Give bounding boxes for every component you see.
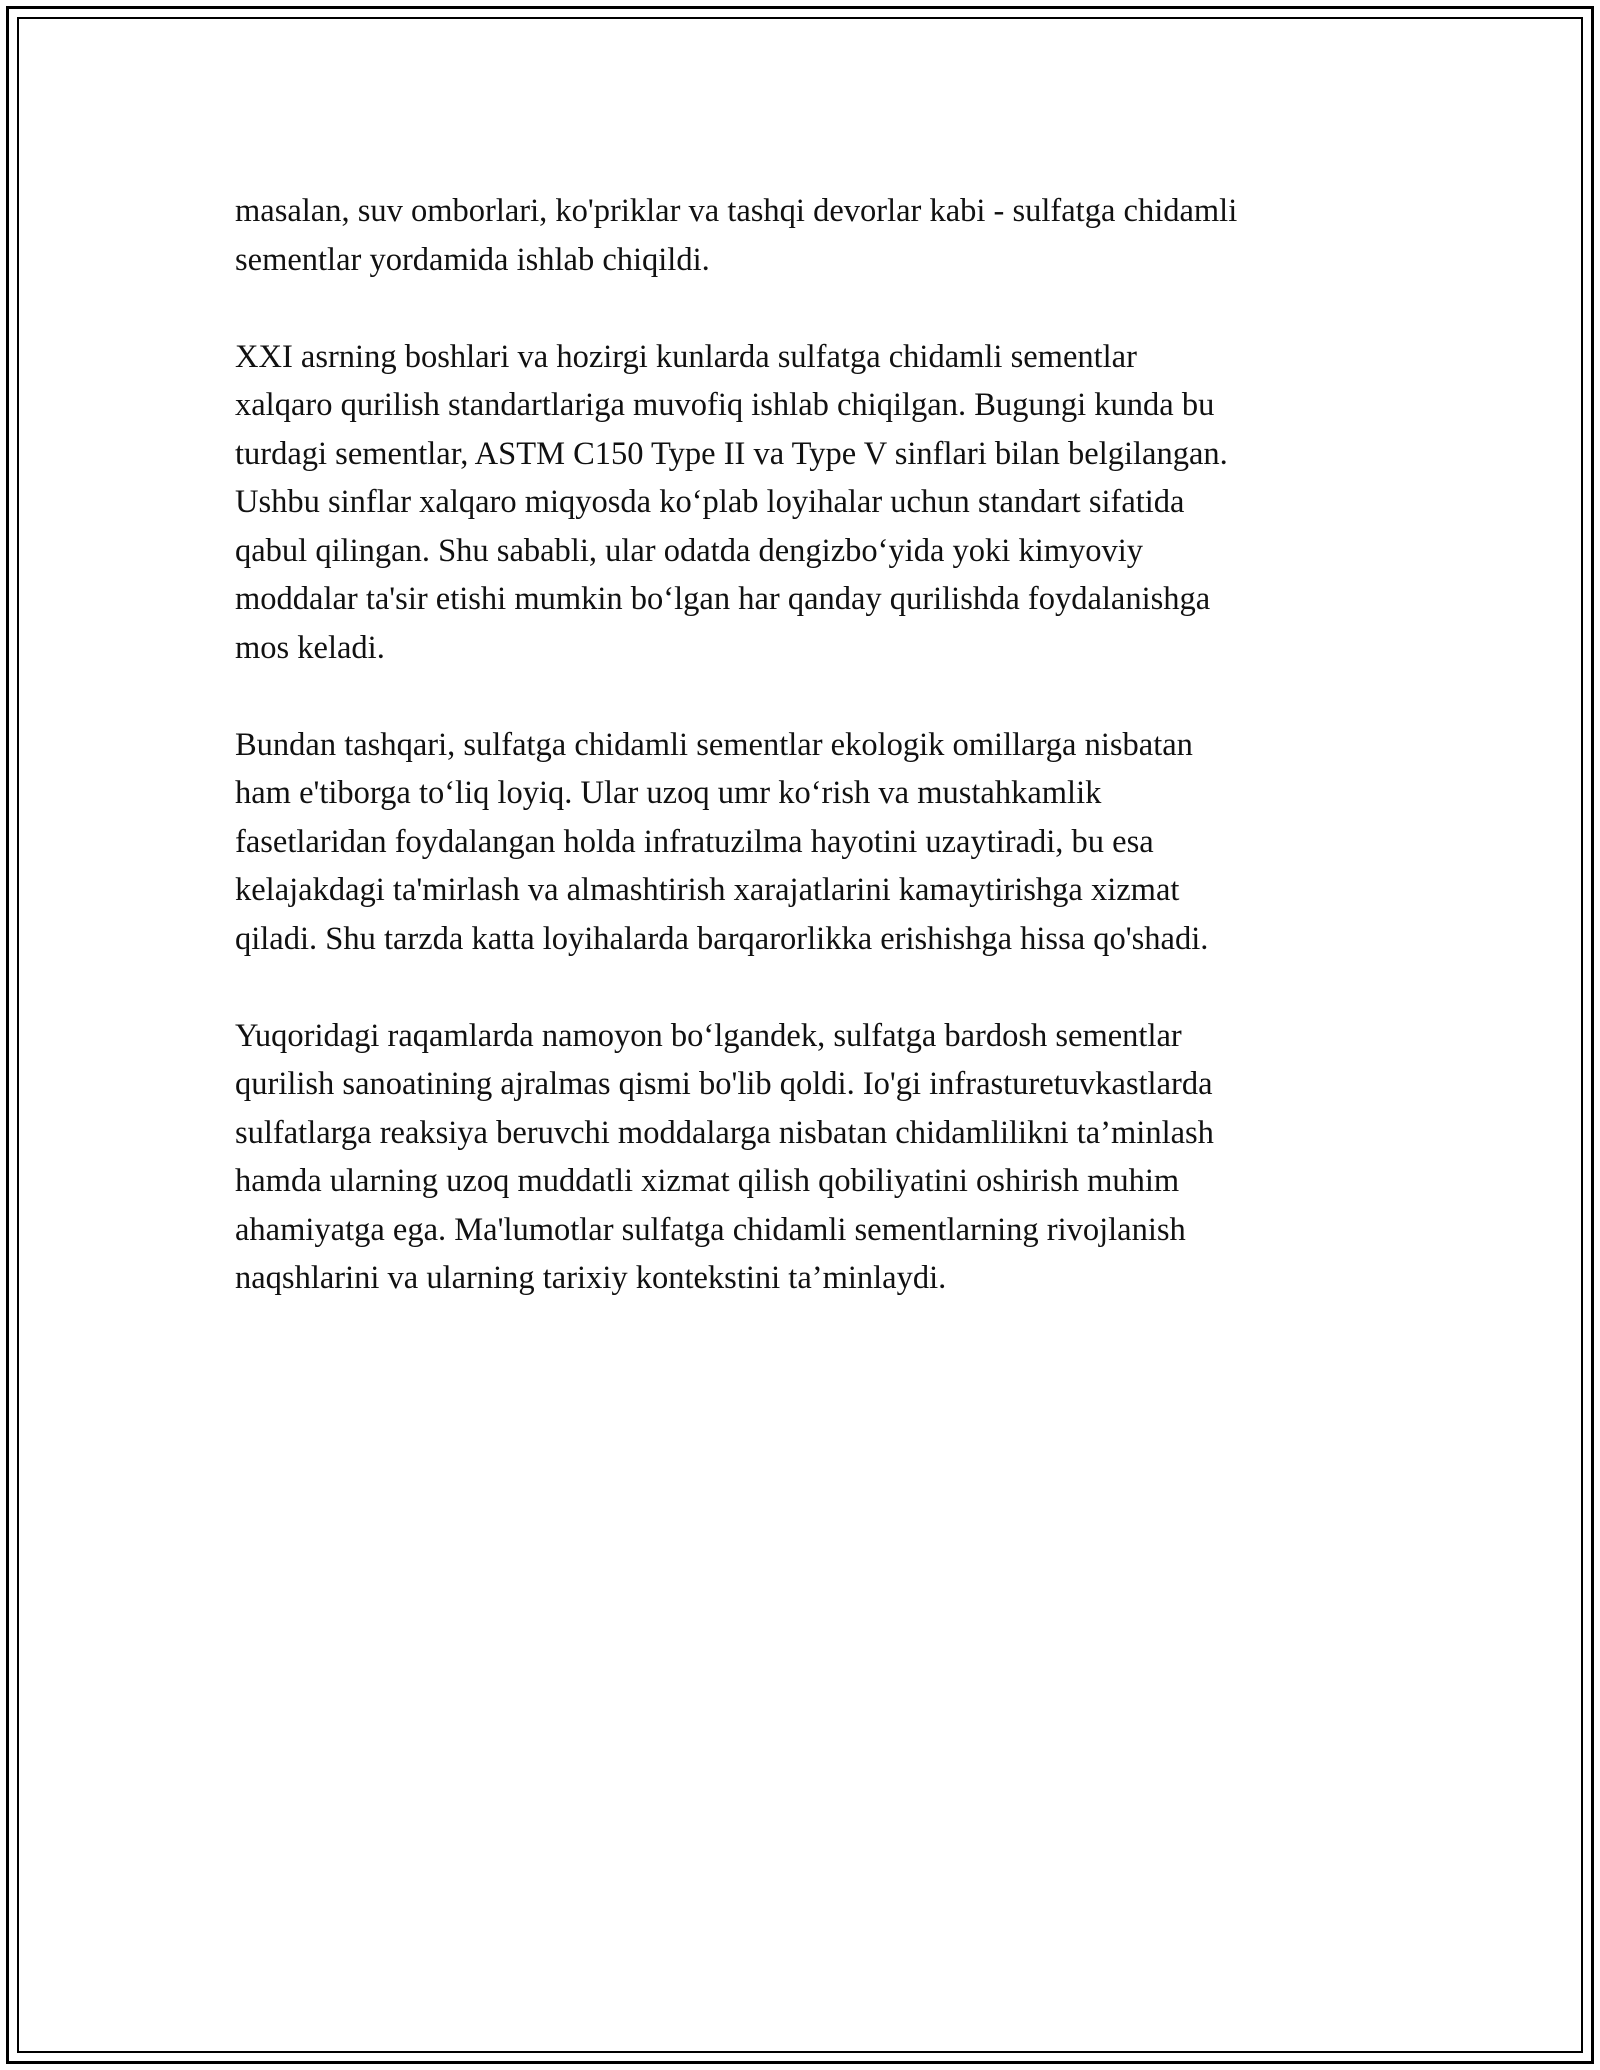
text-line: fasetlaridan foydalangan holda infratuzilma hayotini uzaytiradi, bu esa	[235, 823, 1154, 860]
text-line: Yuqoridagi raqamlarda namoyon bo‘lgandek, sulfatga bardosh sementlar	[235, 1017, 1182, 1054]
text-line: qabul qilingan. Shu sababli, ular odatda dengizbo‘yida yoki kimyoviy	[235, 532, 1144, 569]
text-line: XXI asrning boshlari va hozirgi kunlarda sulfatga chidamli sementlar	[235, 338, 1137, 375]
paragraph-1	[235, 187, 1375, 284]
text-line: sementlar yordamida ishlab chiqildi.	[235, 241, 710, 278]
text-line: qurilish sanoatining ajralmas qismi bo'lib qoldi. Io'gi infrasturetuvkastlarda	[235, 1066, 1213, 1102]
paragraph-3	[235, 721, 1375, 964]
text-line: mos keladi.	[235, 629, 385, 666]
text-line: xalqaro qurilish standartlariga muvofiq ishlab chiqilgan. Bugungi kunda bu	[235, 387, 1215, 423]
text-line: kelajakdagi ta'mirlash va almashtirish xarajatlarini kamaytirishga xizmat	[235, 872, 1180, 908]
text-line: Ushbu sinflar xalqaro miqyosda ko‘plab loyihalar uchun standart sifatida	[235, 484, 1185, 520]
paragraph-4	[235, 1012, 1375, 1303]
text-line: moddalar ta'sir etishi mumkin bo‘lgan har qanday qurilishda foydalanishga	[235, 581, 1211, 617]
text-line: ham e'tiborga to‘liq loyiq. Ular uzoq umr ko‘rish va mustahkamlik	[235, 775, 1102, 811]
text-line: Bundan tashqari, sulfatga chidamli sementlar ekologik omillarga nisbatan	[235, 726, 1193, 763]
text-line: naqshlarini va ularning tarixiy kontekstini ta’minlaydi.	[235, 1260, 947, 1296]
text-line: masalan, suv omborlari, ko'priklar va tashqi devorlar kabi - sulfatga chidamli	[235, 193, 1238, 229]
document-body	[235, 187, 1375, 1303]
text-line: sulfatlarga reaksiya beruvchi moddalarga nisbatan chidamlilikni ta’minlash	[235, 1114, 1214, 1151]
text-line: qiladi. Shu tarzda katta loyihalarda barqarorlikka erishishga hissa qo'shadi.	[235, 920, 1209, 957]
text-line: hamda ularning uzoq muddatli xizmat qilish qobiliyatini oshirish muhim	[235, 1163, 1180, 1199]
text-line: ahamiyatga ega. Ma'lumotlar sulfatga chidamli sementlarning rivojlanish	[235, 1211, 1186, 1248]
paragraph-2	[235, 333, 1375, 673]
text-line: turdagi sementlar, ASTM C150 Type II va Type V sinflari bilan belgilangan.	[235, 435, 1228, 472]
